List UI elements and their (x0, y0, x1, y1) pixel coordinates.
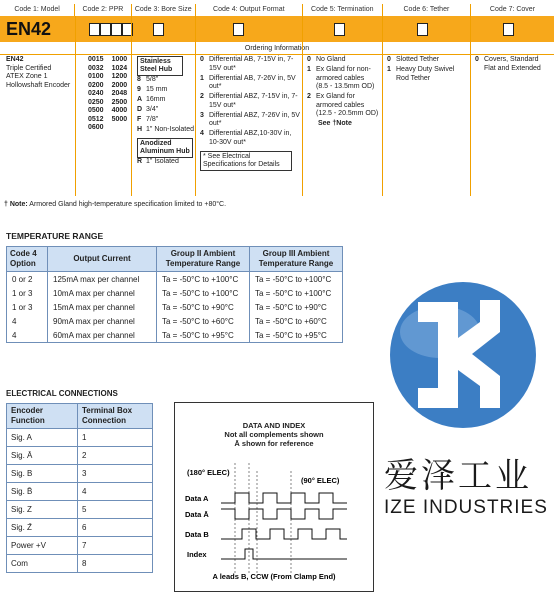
divider (75, 16, 76, 196)
divider (470, 16, 471, 196)
output-options (200, 56, 300, 147)
ppr-option: 2500 (111, 98, 128, 106)
table-cell: 10mA max per channel (48, 286, 157, 300)
option-text: Covers, Standard Flat and Extended (484, 56, 541, 72)
output-note: * See Electrical Specifications for Details (200, 151, 292, 171)
option-text: 3/4" (146, 106, 159, 113)
cover-list (475, 56, 551, 196)
divider (302, 16, 303, 196)
ppr-option: 0015 (88, 56, 104, 63)
temperature-table (6, 246, 343, 343)
electrical-table (6, 403, 153, 573)
option-item (307, 93, 381, 119)
code-box (111, 23, 122, 36)
table-cell: Sig. Z̄ (7, 519, 78, 537)
option-text: Heavy Duty Swivel Rod Tether (396, 66, 455, 82)
code-header-5: Code 5: Termination (303, 4, 383, 16)
ppr-option: 1200 (111, 73, 128, 80)
option-text: Differential AB, 7-15V in, 7-15V out* (209, 56, 294, 72)
option-text: Differential ABZ, 7-26V in, 5V out* (209, 111, 300, 127)
diagram-caption: A leads B, CCW (From Clamp End) (212, 572, 336, 581)
table-cell: Ta = -50°C to +100°C (250, 286, 343, 300)
model-desc-line: Triple Certified (6, 64, 52, 72)
option-text: 15 mm (146, 86, 168, 93)
option-code: 9 (137, 86, 141, 93)
table-row (7, 300, 343, 314)
data-a-label: Data A (185, 494, 209, 503)
table-row (7, 286, 343, 300)
model-description (6, 56, 74, 196)
table-row (7, 328, 343, 343)
option-item (307, 66, 381, 92)
electrical-connections-title: ELECTRICAL CONNECTIONS (6, 389, 118, 398)
brand-chinese-name: 爱泽工业 (384, 456, 532, 496)
anodized-hub-options (137, 158, 197, 167)
data-b-label: Data B (185, 530, 209, 539)
table-cell: 0 or 2 (7, 272, 48, 287)
data-index-diagram (174, 402, 374, 592)
option-text: Slotted Tether (396, 56, 440, 63)
option-code: 0 (200, 56, 204, 63)
tether-options (387, 56, 467, 83)
ppr-option: 1000 (111, 56, 128, 63)
col-header: Group III Ambient Temperature Range (250, 247, 343, 272)
option-code: D (137, 106, 143, 113)
table-cell: 4 (78, 483, 153, 501)
code-header-3: Code 3: Bore Size (132, 4, 196, 16)
tether-code-box (417, 23, 428, 36)
note-text: Armored Gland high-temperature specification limited to +80°C. (29, 201, 227, 208)
option-code: 1 (200, 74, 204, 82)
option-item (200, 75, 300, 92)
option-item (137, 86, 197, 95)
ppr-option: 0512 (88, 115, 104, 123)
table-cell: Ta = -50°C to +95°C (250, 328, 343, 343)
table-cell: 15mA max per channel (48, 300, 157, 314)
option-item (137, 126, 197, 135)
option-code: 4 (200, 130, 204, 137)
table-cell: 3 (78, 465, 153, 483)
ppr-option: 0240 (88, 90, 104, 97)
option-item (137, 116, 197, 125)
table-cell: Sig. Ā (7, 447, 78, 465)
output-list (200, 56, 300, 196)
table-row (7, 537, 153, 555)
code-box (100, 23, 111, 36)
table-cell: Ta = -50°C to +100°C (157, 286, 250, 300)
option-code: 0 (307, 56, 311, 63)
option-code: H (137, 126, 143, 133)
option-code: 2 (200, 93, 204, 100)
table-cell: Ta = -50°C to +90°C (157, 300, 250, 314)
option-item (387, 66, 467, 83)
termination-code-box (334, 23, 345, 36)
option-text: 1" Isolated (146, 158, 179, 165)
termination-list (307, 56, 381, 196)
cover-options (475, 56, 551, 73)
elec-90-label: (90° ELEC) (301, 476, 340, 485)
divider (382, 16, 383, 196)
table-cell: Ta = -50°C to +90°C (250, 300, 343, 314)
option-item (137, 106, 197, 115)
model-desc-line: Hollowshaft Encoder (6, 81, 71, 89)
note-label: † Note: (4, 201, 28, 208)
stainless-hub-options (137, 76, 197, 135)
table-cell: 1 or 3 (7, 286, 48, 300)
table-cell: 125mA max per channel (48, 272, 157, 287)
table-row (7, 483, 153, 501)
ppr-option: 0100 (88, 73, 104, 80)
option-text: 1" Non-Isolated (146, 126, 195, 133)
col-header: Encoder Function (7, 404, 78, 429)
table-cell: Ta = -50°C to +60°C (250, 314, 343, 328)
code-header-7: Code 7: Cover (489, 6, 536, 13)
option-code: 8 (137, 76, 141, 83)
table-cell: Sig. A (7, 429, 78, 447)
option-item (137, 76, 197, 85)
table-cell: Sig. B̄ (7, 483, 78, 501)
ppr-option: 0032 (88, 64, 104, 72)
table-cell: Ta = -50°C to +100°C (157, 272, 250, 287)
code-header-1: Code 1: Model (0, 4, 75, 16)
option-text: Differential AB, 7-26V in, 5V out* (209, 74, 296, 90)
option-code: 3 (200, 111, 204, 119)
ppr-option: 1024 (111, 64, 128, 72)
option-code: 2 (307, 93, 311, 100)
table-cell: 1 (78, 429, 153, 447)
table-row (7, 429, 153, 447)
table-row (7, 465, 153, 483)
ppr-code-boxes (89, 23, 133, 41)
option-text: Differential ABZ,10-30V in, 10-30V out* (209, 130, 292, 146)
table-cell: 60mA max per channel (48, 328, 157, 343)
data-a-bar-label: Data Ā (185, 510, 209, 519)
option-item (137, 158, 197, 167)
table-cell: 6 (78, 519, 153, 537)
table-cell: Sig. Z (7, 501, 78, 519)
table-cell: 5 (78, 501, 153, 519)
option-item (200, 112, 300, 129)
option-item (200, 93, 300, 110)
table-cell: 7 (78, 537, 153, 555)
table-cell: 1 or 3 (7, 300, 48, 314)
table-cell: 90mA max per channel (48, 314, 157, 328)
table-row (7, 519, 153, 537)
table-cell: 2 (78, 447, 153, 465)
table-row (7, 555, 153, 573)
table-cell: Power +V (7, 537, 78, 555)
table-cell: Ta = -50°C to +95°C (157, 328, 250, 343)
model-desc-line: ATEX Zone 1 (6, 73, 48, 80)
code-header-2: Code 2: PPR (75, 4, 131, 16)
option-item (200, 130, 300, 147)
option-text: Ex Gland for armored cables (12.5 - 20.5mm OD) (316, 93, 379, 117)
code-header-4: Code 4: Output Format (196, 4, 303, 16)
col-header: Terminal Box Connection (78, 404, 153, 429)
brand-english-name: IZE INDUSTRIES (384, 497, 548, 518)
option-item (200, 56, 300, 73)
option-code: F (137, 116, 142, 123)
armored-gland-note (4, 201, 226, 208)
option-item (475, 56, 551, 73)
diagram-subtitle: Not all complements shown (224, 430, 324, 439)
option-code: 1 (387, 66, 391, 73)
termination-note: See †Note (318, 120, 352, 127)
ppr-option: 0200 (88, 81, 104, 89)
diagram-subtitle: Ā shown for reference (234, 439, 314, 448)
table-cell: Com (7, 555, 78, 573)
ppr-option: 2000 (111, 81, 128, 89)
col-header: Output Current (48, 247, 157, 272)
table-row (7, 272, 343, 287)
ppr-option: 2048 (111, 90, 128, 97)
option-code: A (137, 96, 143, 103)
table-row (7, 501, 153, 519)
option-text: 5/8" (146, 76, 159, 83)
elec-180-label: (180° ELEC) (187, 468, 230, 477)
option-code: 0 (475, 56, 479, 63)
code-box (89, 23, 100, 36)
bore-list (137, 56, 197, 196)
ppr-option: 5000 (111, 115, 128, 123)
table-cell: 4 (7, 314, 48, 328)
ppr-column-1 (88, 56, 104, 133)
ppr-option: 4000 (111, 107, 128, 114)
table-cell: 4 (7, 328, 48, 343)
table-cell: Ta = -50°C to +100°C (250, 272, 343, 287)
table-row (7, 314, 343, 328)
anodized-hub-label: Anodized Aluminum Hub (137, 138, 193, 158)
option-text: Ex Gland for non-armored cables (8.5 - 13.5mm OD) (316, 66, 375, 90)
ize-logo-icon (388, 280, 538, 430)
option-text: No Gland (316, 56, 346, 63)
ordering-code-headers (0, 4, 554, 16)
cover-code-box (503, 23, 514, 36)
option-code: 1 (307, 66, 311, 73)
col-header: Code 4 Option (7, 247, 48, 272)
ppr-option: 0500 (88, 107, 104, 114)
option-item (387, 56, 467, 65)
diagram-title: DATA AND INDEX (242, 421, 306, 430)
ppr-option: 0600 (88, 124, 104, 131)
code-header-6: Code 6: Tether (383, 4, 471, 16)
option-code: 0 (387, 56, 391, 63)
index-label: Index (187, 550, 207, 559)
ppr-list (88, 56, 128, 196)
table-row (7, 447, 153, 465)
option-item (137, 96, 197, 105)
option-code: R (137, 158, 143, 165)
table-cell: Ta = -50°C to +60°C (157, 314, 250, 328)
option-item (307, 56, 381, 65)
bore-code-box (153, 23, 164, 36)
tether-list (387, 56, 467, 196)
table-cell: 8 (78, 555, 153, 573)
option-text: 7/8" (146, 116, 159, 123)
model-code: EN42 (6, 18, 52, 39)
output-code-box (233, 23, 244, 36)
waveform-svg (175, 443, 373, 593)
ppr-column-2 (112, 56, 128, 133)
divider (131, 16, 132, 196)
option-text: 16mm (146, 96, 166, 103)
table-cell: Sig. B (7, 465, 78, 483)
model-name: EN42 (6, 56, 24, 63)
termination-options (307, 56, 381, 119)
ppr-option: 0250 (88, 98, 104, 106)
option-text: Differential ABZ, 7-15V in, 7-15V out* (209, 93, 298, 109)
ordering-information-label: Ordering Information (0, 43, 554, 55)
temperature-range-title: TEMPERATURE RANGE (6, 231, 104, 241)
stainless-hub-label: Stainless Steel Hub (137, 56, 183, 76)
col-header: Group II Ambient Temperature Range (157, 247, 250, 272)
